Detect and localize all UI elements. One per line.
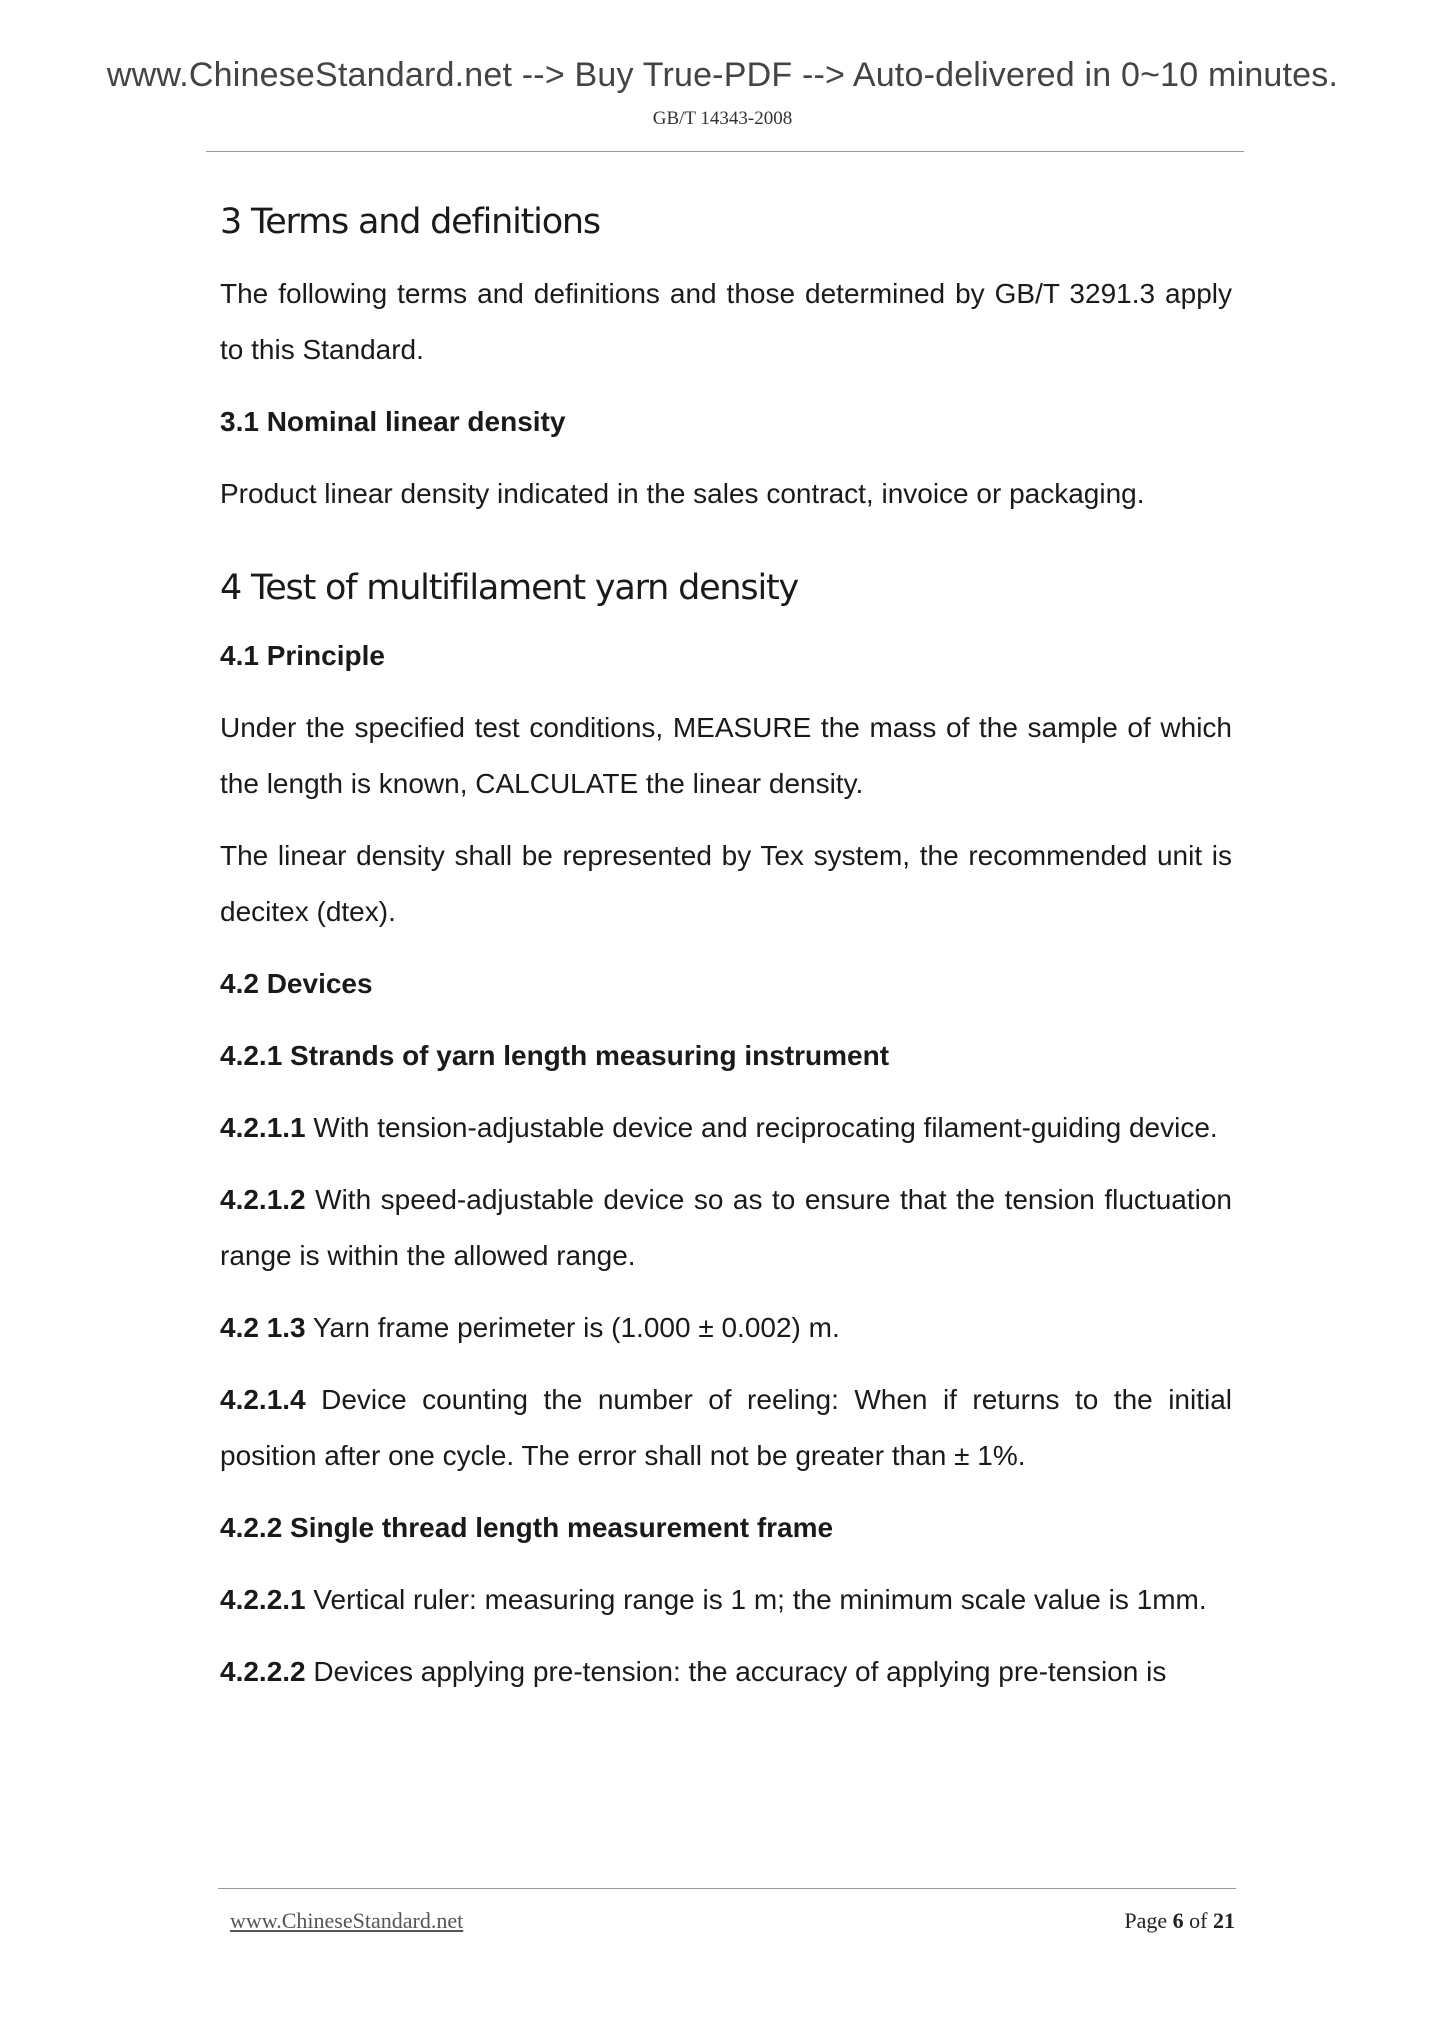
section-4-1-paragraph-2: The linear density shall be represented by Tex system, the recommended unit is decitex (dtex). — [220, 840, 1232, 927]
section-3-heading: 3 Terms and definitions — [220, 202, 600, 242]
standard-code: GB/T 14343-2008 — [652, 108, 793, 129]
section-4-2-heading: 4.2 Devices — [220, 968, 373, 999]
clause-text: Devices applying pre-tension: the accuracy of applying pre-tension is — [305, 1656, 1167, 1687]
section-4-heading: 4 Test of multifilament yarn density — [220, 568, 798, 608]
section-4-2-1-heading: 4.2.1 Strands of yarn length measuring instrument — [220, 1040, 890, 1071]
section-3-1-heading: 3.1 Nominal linear density — [220, 406, 566, 437]
clause-number: 4.2.1.2 — [220, 1184, 306, 1215]
clause-text: With tension-adjustable device and reciprocating filament-guiding device. — [305, 1112, 1218, 1143]
page-current: 6 — [1172, 1908, 1184, 1933]
clause-4-2-1-3 — [220, 1300, 1232, 1356]
page-indicator — [1124, 1908, 1235, 1934]
section-4-1-paragraph-1: Under the specified test conditions, MEASURE the mass of the sample of which the length is known, CALCULATE the linear density. — [220, 712, 1232, 799]
clause-text: Yarn frame perimeter is (1.000 ± 0.002) m. — [305, 1312, 840, 1343]
clause-4-2-2-2 — [220, 1644, 1232, 1700]
clause-number: 4.2.1.1 — [220, 1112, 306, 1143]
clause-4-2-1-2 — [220, 1172, 1232, 1284]
section-3-1-text: Product linear density indicated in the sales contract, invoice or packaging. — [220, 478, 1145, 509]
header-divider — [206, 151, 1244, 152]
section-4-2-2-heading: 4.2.2 Single thread length measurement frame — [220, 1512, 834, 1543]
document-body — [220, 190, 1232, 1716]
page-label: Page — [1124, 1908, 1168, 1933]
clause-text: With speed-adjustable device so as to ensure that the tension fluctuation range is within the allowed range. — [220, 1184, 1232, 1271]
clause-4-2-1-4 — [220, 1372, 1232, 1484]
section-4-1-heading: 4.1 Principle — [220, 640, 385, 671]
footer-site-link[interactable]: www.ChineseStandard.net — [230, 1908, 464, 1933]
page-total: 21 — [1213, 1908, 1235, 1933]
clause-4-2-1-1 — [220, 1100, 1232, 1156]
clause-text: Vertical ruler: measuring range is 1 m; the minimum scale value is 1mm. — [305, 1584, 1207, 1615]
clause-number: 4.2.2.1 — [220, 1584, 306, 1615]
clause-number: 4.2 1.3 — [220, 1312, 306, 1343]
page-of: of — [1189, 1908, 1208, 1933]
top-banner: www.ChineseStandard.net --> Buy True-PDF --> Auto-delivered in 0~10 minutes. — [106, 56, 1339, 94]
clause-number: 4.2.1.4 — [220, 1384, 306, 1415]
clause-4-2-2-1 — [220, 1572, 1232, 1628]
footer-divider — [218, 1888, 1236, 1889]
section-3-intro: The following terms and definitions and those determined by GB/T 3291.3 apply to this Standard. — [220, 278, 1232, 365]
clause-text: Device counting the number of reeling: When if returns to the initial position after one cycle. The error shall not be greater than ± 1%. — [220, 1384, 1232, 1471]
clause-number: 4.2.2.2 — [220, 1656, 306, 1687]
